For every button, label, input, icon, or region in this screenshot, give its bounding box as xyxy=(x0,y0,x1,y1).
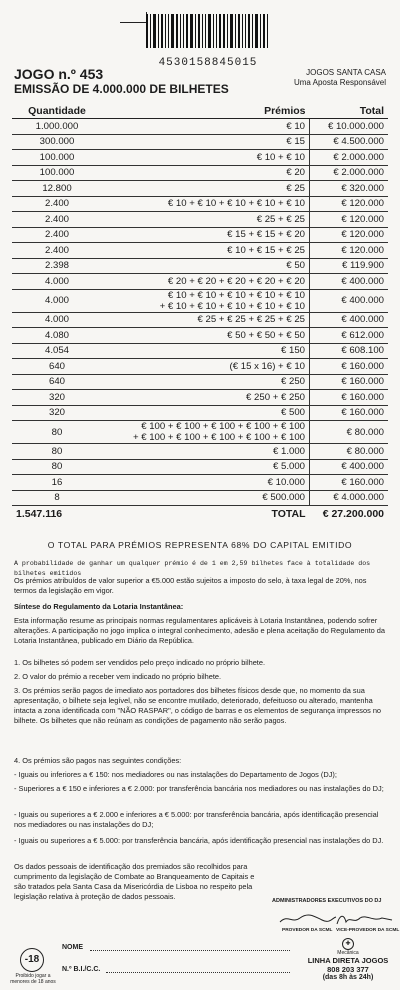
prize-line: € 500 xyxy=(280,407,305,419)
table-row xyxy=(12,227,388,243)
quantity-cell: 100.000 xyxy=(12,150,102,166)
logo-caption: Mecânica xyxy=(337,950,359,956)
prize-cell xyxy=(102,343,310,359)
provedor-label: PROVEDOR DA SCML xyxy=(282,928,333,933)
admins-title: ADMINISTRADORES EXECUTIVOS DO DJ xyxy=(272,898,382,904)
prize-cell xyxy=(102,328,310,344)
quantity-cell: 80 xyxy=(12,459,102,475)
barcode-bar xyxy=(150,14,151,48)
prize-cell xyxy=(102,119,310,135)
prize-cell xyxy=(102,181,310,197)
barcode-bar xyxy=(216,14,217,48)
barcode-bar xyxy=(186,14,188,48)
table-row xyxy=(12,289,388,312)
table-row xyxy=(12,243,388,259)
condition-4: - Iguais ou superiores a € 5.000: por transferência bancária, após identificação presencial nas instalações do DJ. xyxy=(14,836,384,845)
id-field[interactable] xyxy=(106,972,290,973)
direct-line-hours: (das 8h às 24h) xyxy=(322,974,374,981)
prize-cell xyxy=(102,274,310,290)
table-row xyxy=(12,165,388,181)
prize-line: € 15 + € 15 + € 20 xyxy=(227,229,305,241)
scml-logo-icon: ✚ xyxy=(342,938,354,950)
total-cell: € 608.100 xyxy=(310,343,389,359)
prize-cell xyxy=(102,359,310,375)
table-row xyxy=(12,212,388,228)
barcode-bar xyxy=(180,14,181,48)
table-row xyxy=(12,359,388,375)
total-cell: € 400.000 xyxy=(310,459,389,475)
prize-line: € 10 + € 15 + € 25 xyxy=(227,244,305,256)
operator-block xyxy=(294,68,386,88)
barcode-bar xyxy=(190,14,193,48)
quantity-cell: 2.398 xyxy=(12,258,102,274)
prize-cell xyxy=(102,289,310,312)
quantity-cell: 2.400 xyxy=(12,196,102,212)
rule-1: 1. Os bilhetes só podem ser vendidos pelo preço indicado no próprio bilhete. xyxy=(14,658,266,667)
table-row xyxy=(12,390,388,406)
total-cell: € 4.000.000 xyxy=(310,490,389,506)
prize-line: € 20 + € 20 + € 20 + € 20 + € 20 xyxy=(167,275,305,287)
stamp-duty-text: Os prémios atribuídos de valor superior a €5.000 estão sujeitos a imposto do selo, à taxa legal de 20%, nos termos da legislação em vigor. xyxy=(14,576,367,595)
barcode-bar xyxy=(255,14,258,48)
total-cell: € 2.000.000 xyxy=(310,165,389,181)
total-cell: € 4.500.000 xyxy=(310,134,389,150)
barcode-bar xyxy=(267,14,268,48)
prize-cell xyxy=(102,374,310,390)
prize-cell xyxy=(102,212,310,228)
barcode-bar xyxy=(158,14,159,48)
prize-cell xyxy=(102,490,310,506)
total-cell: € 160.000 xyxy=(310,405,389,421)
direct-line-title: LINHA DIRETA JOGOS xyxy=(307,956,389,965)
prize-cell xyxy=(102,444,310,460)
total-cell: € 320.000 xyxy=(310,181,389,197)
quantity-cell: 320 xyxy=(12,405,102,421)
vice-provedor-signature xyxy=(334,912,394,926)
barcode-bar xyxy=(242,14,243,48)
prize-cell xyxy=(102,258,310,274)
barcode-bar xyxy=(223,14,225,48)
prize-line: (€ 15 x 16) + € 10 xyxy=(229,360,305,372)
prize-cell xyxy=(102,243,310,259)
prize-line: + € 10 + € 10 + € 10 + € 10 + € 10 xyxy=(159,300,305,312)
total-cell: € 119.900 xyxy=(310,258,389,274)
barcode-bar xyxy=(230,14,233,48)
total-cell: € 400.000 xyxy=(310,274,389,290)
total-cell: € 612.000 xyxy=(310,328,389,344)
prize-line: € 50 xyxy=(286,260,305,272)
prize-line: € 150 xyxy=(280,345,305,357)
header-quantity: Quantidade xyxy=(12,104,102,119)
prize-line: € 50 + € 50 + € 50 xyxy=(227,329,305,341)
provedor-signature xyxy=(278,912,338,926)
table-row xyxy=(12,343,388,359)
total-cell: € 160.000 xyxy=(310,359,389,375)
operator-tagline: Uma Aposta Responsável xyxy=(293,78,386,87)
barcode-bar xyxy=(176,14,178,48)
total-quantity: 1.547.116 xyxy=(16,508,63,520)
prize-table xyxy=(12,104,388,522)
barcode-bar xyxy=(235,14,236,48)
rule-4: 4. Os prémios são pagos nas seguintes condições: xyxy=(14,756,182,765)
quantity-cell: 80 xyxy=(12,444,102,460)
quantity-cell: 2.400 xyxy=(12,227,102,243)
prize-line: € 500.000 xyxy=(262,492,305,504)
header-prizes: Prémios xyxy=(102,104,310,119)
barcode-bar xyxy=(252,14,253,48)
name-label: NOME xyxy=(62,944,83,951)
prize-line: € 10.000 xyxy=(267,476,305,488)
age-restriction-icon: -18 xyxy=(20,948,44,972)
quantity-cell: 4.000 xyxy=(12,289,102,312)
prize-cell xyxy=(102,459,310,475)
table-row xyxy=(12,181,388,197)
total-cell: € 400.000 xyxy=(310,312,389,328)
quantity-cell: 2.400 xyxy=(12,212,102,228)
condition-1: - Iguais ou inferiores a € 150: nos mediadores ou nas instalações do Departamento de Jogos (DJ); xyxy=(14,770,337,779)
prize-cell xyxy=(102,475,310,491)
table-row xyxy=(12,405,388,421)
vice-provedor-label: VICE-PROVEDOR DA SCML xyxy=(336,928,400,933)
table-row xyxy=(12,274,388,290)
operator-name: JOGOS SANTA CASA xyxy=(306,68,386,77)
barcode-bar xyxy=(171,14,174,48)
barcode-bar xyxy=(238,14,240,48)
total-label: TOTAL xyxy=(271,508,306,520)
quantity-cell: 16 xyxy=(12,475,102,491)
capital-statement: O TOTAL PARA PRÉMIOS REPRESENTA 68% DO CAPITAL EMITIDO xyxy=(47,540,353,550)
prize-line: € 10 + € 10 + € 10 + € 10 + € 10 xyxy=(167,198,305,210)
rule-3: 3. Os prémios serão pagos de imediato aos portadores dos bilhetes físicos desde que, no momento da sua apresentação, o bilhete seja legível, não se encontre mutilado, deteriorado, defeituoso ou alterado, mantenha intacta a zona identificada com "NÃO RASPAR", o código de barras e os elementos de segurança impressos no bilhete. Os bilhetes que não reúnam as condições de pagamento não serão pagos. xyxy=(14,686,382,725)
barcode-bar xyxy=(198,14,200,48)
prize-line: € 1.000 xyxy=(272,445,305,457)
barcode-bar xyxy=(202,14,203,48)
prize-line: + € 100 + € 100 + € 100 + € 100 + € 100 xyxy=(132,432,305,443)
barcode-bar xyxy=(219,14,221,48)
barcode-bar xyxy=(146,14,148,48)
prize-line: € 25 + € 25 xyxy=(256,213,305,225)
total-cell: € 2.000.000 xyxy=(310,150,389,166)
total-cell: € 120.000 xyxy=(310,212,389,228)
table-row xyxy=(12,475,388,491)
corner-mark xyxy=(120,12,147,23)
prize-line: € 10 + € 10 xyxy=(256,151,305,163)
total-cell: € 160.000 xyxy=(310,475,389,491)
data-protection-note: Os dados pessoais de identificação dos premiados são recolhidos para cumprimento da legislação de Combate ao Branqueamento de Capitais e são tratados pela Santa Casa da Misericórdia de Lisboa no respeito pela legislação relativa à proteção de dados pessoais. xyxy=(14,862,255,901)
barcode-bar xyxy=(245,14,247,48)
barcode xyxy=(146,14,270,69)
quantity-cell: 640 xyxy=(12,359,102,375)
quantity-cell: 4.000 xyxy=(12,274,102,290)
table-row xyxy=(12,119,388,135)
direct-line-block xyxy=(302,938,394,981)
barcode-bar xyxy=(153,14,156,48)
table-row xyxy=(12,421,388,444)
table-row xyxy=(12,150,388,166)
barcode-bar xyxy=(165,14,167,48)
age-restriction-text: Proibido jogar a menores de 18 anos xyxy=(10,973,56,985)
table-row xyxy=(12,374,388,390)
quantity-cell: 80 xyxy=(12,421,102,444)
quantity-cell: 1.000.000 xyxy=(12,119,102,135)
barcode-bar xyxy=(227,14,228,48)
prize-line: € 250 xyxy=(280,376,305,388)
table-row xyxy=(12,196,388,212)
quantity-cell: 100.000 xyxy=(12,165,102,181)
prize-cell xyxy=(102,227,310,243)
table-row xyxy=(12,134,388,150)
quantity-cell: 4.080 xyxy=(12,328,102,344)
name-field[interactable] xyxy=(90,950,290,951)
condition-2: - Superiores a € 150 e inferiores a € 2.000: por transferência bancária nos mediadores ou nas instalações do DJ; xyxy=(14,784,384,793)
table-row xyxy=(12,328,388,344)
prize-line: € 5.000 xyxy=(272,461,305,473)
quantity-cell: 2.400 xyxy=(12,243,102,259)
total-cell: € 80.000 xyxy=(310,421,389,444)
quantity-cell: 320 xyxy=(12,390,102,406)
barcode-bar xyxy=(195,14,196,48)
regulation-intro: Esta informação resume as principais normas regulamentares aplicáveis à Lotaria Instantânea, podendo sofrer alterações. A participação no jogo implica o integral conhecimento, adesão e plena aceitação do Regulamento da Lotaria Instantânea, publicado em Diário da República. xyxy=(14,616,386,645)
prize-line: € 25 + € 25 + € 25 + € 25 xyxy=(197,314,305,326)
table-row xyxy=(12,444,388,460)
rule-2: 2. O valor do prémio a receber vem indicado no próprio bilhete. xyxy=(14,672,222,681)
grand-total: € 27.200.000 xyxy=(322,508,384,520)
probability-text: A probabilidade de ganhar um qualquer prémio é de 1 em 2,59 bilhetes face à totalidade dos bilhetes emitidos xyxy=(14,560,371,577)
prize-cell xyxy=(102,390,310,406)
total-cell: € 120.000 xyxy=(310,243,389,259)
total-cell: € 400.000 xyxy=(310,289,389,312)
barcode-bars xyxy=(146,14,270,48)
quantity-cell: 12.800 xyxy=(12,181,102,197)
barcode-bar xyxy=(205,14,207,48)
prize-line: € 25 xyxy=(286,182,305,194)
prize-cell xyxy=(102,150,310,166)
total-cell: € 10.000.000 xyxy=(310,119,389,135)
quantity-cell: 4.000 xyxy=(12,312,102,328)
total-cell: € 80.000 xyxy=(310,444,389,460)
barcode-bar xyxy=(248,14,250,48)
barcode-bar xyxy=(213,14,214,48)
prize-line: € 20 xyxy=(286,167,305,179)
prize-line: € 10 xyxy=(286,120,305,132)
direct-line-phone: 808 203 377 xyxy=(327,965,369,974)
prize-line: € 15 xyxy=(286,136,305,148)
barcode-bar xyxy=(161,14,163,48)
prize-cell xyxy=(102,405,310,421)
prize-line: € 10 + € 10 + € 10 + € 10 + € 10 xyxy=(167,289,305,301)
prize-line: € 100 + € 100 + € 100 + € 100 + € 100 xyxy=(141,421,305,432)
prize-cell xyxy=(102,421,310,444)
total-cell: € 120.000 xyxy=(310,227,389,243)
prize-cell xyxy=(102,312,310,328)
total-cell: € 160.000 xyxy=(310,374,389,390)
barcode-number: 4530158845015 xyxy=(158,57,258,69)
id-label: N.º B.I./C.C. xyxy=(62,966,101,973)
barcode-bar xyxy=(168,14,169,48)
barcode-bar xyxy=(263,14,265,48)
table-row xyxy=(12,258,388,274)
quantity-cell: 4.054 xyxy=(12,343,102,359)
quantity-cell: 8 xyxy=(12,490,102,506)
prize-cell xyxy=(102,196,310,212)
header-total: Total xyxy=(310,104,389,119)
game-number: JOGO n.º 453 xyxy=(14,66,104,82)
total-row xyxy=(12,506,388,523)
total-cell: € 120.000 xyxy=(310,196,389,212)
prize-cell xyxy=(102,134,310,150)
emission-title: EMISSÃO DE 4.000.000 DE BILHETES xyxy=(14,82,229,96)
table-row xyxy=(12,490,388,506)
quantity-cell: 300.000 xyxy=(12,134,102,150)
table-row xyxy=(12,459,388,475)
table-row xyxy=(12,312,388,328)
condition-3: - Iguais ou superiores a € 2.000 e inferiores a € 5.000: por transferência bancária, após identificação presencial nos mediadores ou nas instalações do DJ; xyxy=(14,810,379,829)
barcode-bar xyxy=(208,14,211,48)
prize-table-body xyxy=(12,119,388,523)
barcode-bar xyxy=(260,14,261,48)
prize-cell xyxy=(102,165,310,181)
barcode-bar xyxy=(183,14,184,48)
total-cell: € 160.000 xyxy=(310,390,389,406)
prize-line: € 250 + € 250 xyxy=(246,391,305,403)
quantity-cell: 640 xyxy=(12,374,102,390)
regulation-title: Síntese do Regulamento da Lotaria Instantânea: xyxy=(14,602,184,611)
